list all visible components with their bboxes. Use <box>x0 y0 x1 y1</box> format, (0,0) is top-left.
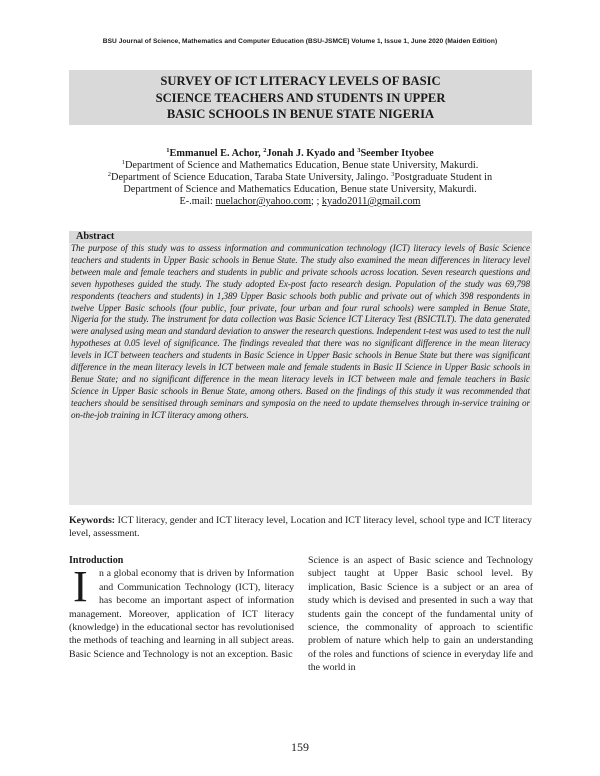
affiliation-1-text: Department of Science and Mathematics Education, Benue state University, Makurdi. <box>124 160 479 171</box>
affiliation-2-mark: 2 <box>107 171 112 178</box>
author-2-mark: 2 <box>263 147 267 154</box>
email-line <box>60 196 540 208</box>
affiliation-3-mark: 3 <box>391 171 395 178</box>
affiliation-1-mark: 1 <box>121 159 125 166</box>
email-link-1[interactable]: nuelachor@yahoo.com <box>215 196 312 207</box>
author-block <box>60 148 540 208</box>
affiliation-1 <box>60 160 540 172</box>
email-link-2[interactable]: kyado2011@gmail.com <box>321 196 421 207</box>
drop-cap: I <box>73 562 88 612</box>
keywords-text: ICT literacy, gender and ICT literacy level, Location and ICT literacy level, school type and ICT literacy level, assessment. <box>69 515 532 539</box>
email-separator: ; ; <box>311 196 322 207</box>
author-1-mark: 1 <box>166 147 170 154</box>
author-names <box>60 148 540 160</box>
affiliation-3-continued: Department of Science and Mathematics Education, Benue state University, Makurdi. <box>123 184 477 195</box>
page-number: 159 <box>291 740 309 754</box>
abstract-text: The purpose of this study was to assess information and communication technology (ICT) literacy levels of Basic Science teachers and students in Upper Basic schools in Benue State. The study also examined the mean differences in literacy level between male and female teachers and students in public and private schools across location. Seven research questions and seven hypotheses guided the study. The study adopted Ex-post facto research design. Population of the study was 69,798 respondents (teachers and students) in 1,389 Upper Basic schools both public and private out of which 398 respondents in twelve Upper Basic schools (four public, four private, four urban and four rural schools) were sampled in Benue State, Nigeria for the study. The instrument for data collection was Basic Science ICT Literacy Test (BSICTLT). The data generated were analysed using mean and standard deviation to answer the research questions. Independent t-test was used to test the null hypotheses at 0.05 level of significance. The findings revealed that there was no significant difference in the mean literacy levels in ICT between teachers and students in Basic Science in Upper Basic schools in Benue State but there was significant difference in the mean literacy levels in ICT between male and female students in Basic II Science in Upper Basic schools in Benue State; and no significant difference in the mean literacy levels in ICT between male and female teachers in Basic Science in Upper Basic schools in Benue State, among others. Based on the findings of this study it was recommended that teachers should be sensitised through seminars and symposia on the need to update themselves through in-service training or on-the-job training in ICT literacy among others. <box>69 243 532 505</box>
author-1: Emmanuel E. Achor, <box>169 148 264 159</box>
email-label: E-.mail: <box>179 196 216 207</box>
title-line-2: SCIENCE TEACHERS AND STUDENTS IN UPPER <box>155 90 446 105</box>
affiliation-2 <box>60 172 540 184</box>
author-2: Jonah J. Kyado and <box>266 148 358 159</box>
introduction-left-text: n a global economy that is driven by Information and Communication Technology (ICT), literacy has become an important aspect of information management. Moreover, application of ICT literacy (knowledge) in the educational sector has revolutionised the methods of teaching and learning in all subject areas. Basic Science and Technology is not an exception. Basic <box>69 568 294 660</box>
title-line-3: BASIC SCHOOLS IN BENUE STATE NIGERIA <box>166 107 435 121</box>
introduction-heading: Introduction <box>69 555 124 566</box>
author-3-mark: 3 <box>357 147 361 154</box>
column-right: Science is an aspect of Basic science and Technology subject taught at Upper Basic school level. By implication, Basic Science is a subject or an area of study which is devised and presented in such a way that students gain the concept of the fundamental unity of science, the commonality of approach to scientific problem of nature which help to gain an understanding of the roles and functions of science in everyday life and the world in <box>308 555 533 674</box>
paper-title <box>69 70 532 125</box>
abstract-heading: Abstract <box>69 231 532 243</box>
keywords <box>69 515 532 540</box>
title-line-1: SURVEY OF ICT LITERACY LEVELS OF BASIC <box>160 74 441 88</box>
column-left <box>69 554 294 661</box>
running-head: BSU Journal of Science, Mathematics and Computer Education (BSU-JSMCE) Volume 1, Issue 1, June 2020 (Maiden Edition) <box>102 38 498 45</box>
keywords-label: Keywords: <box>69 515 116 526</box>
author-3: Seember Ityobee <box>360 148 434 159</box>
affiliation-2-text: Department of Science Education, Taraba State University, Jalingo. <box>111 172 392 183</box>
affiliation-3-text: Postgraduate Student in <box>394 172 493 183</box>
